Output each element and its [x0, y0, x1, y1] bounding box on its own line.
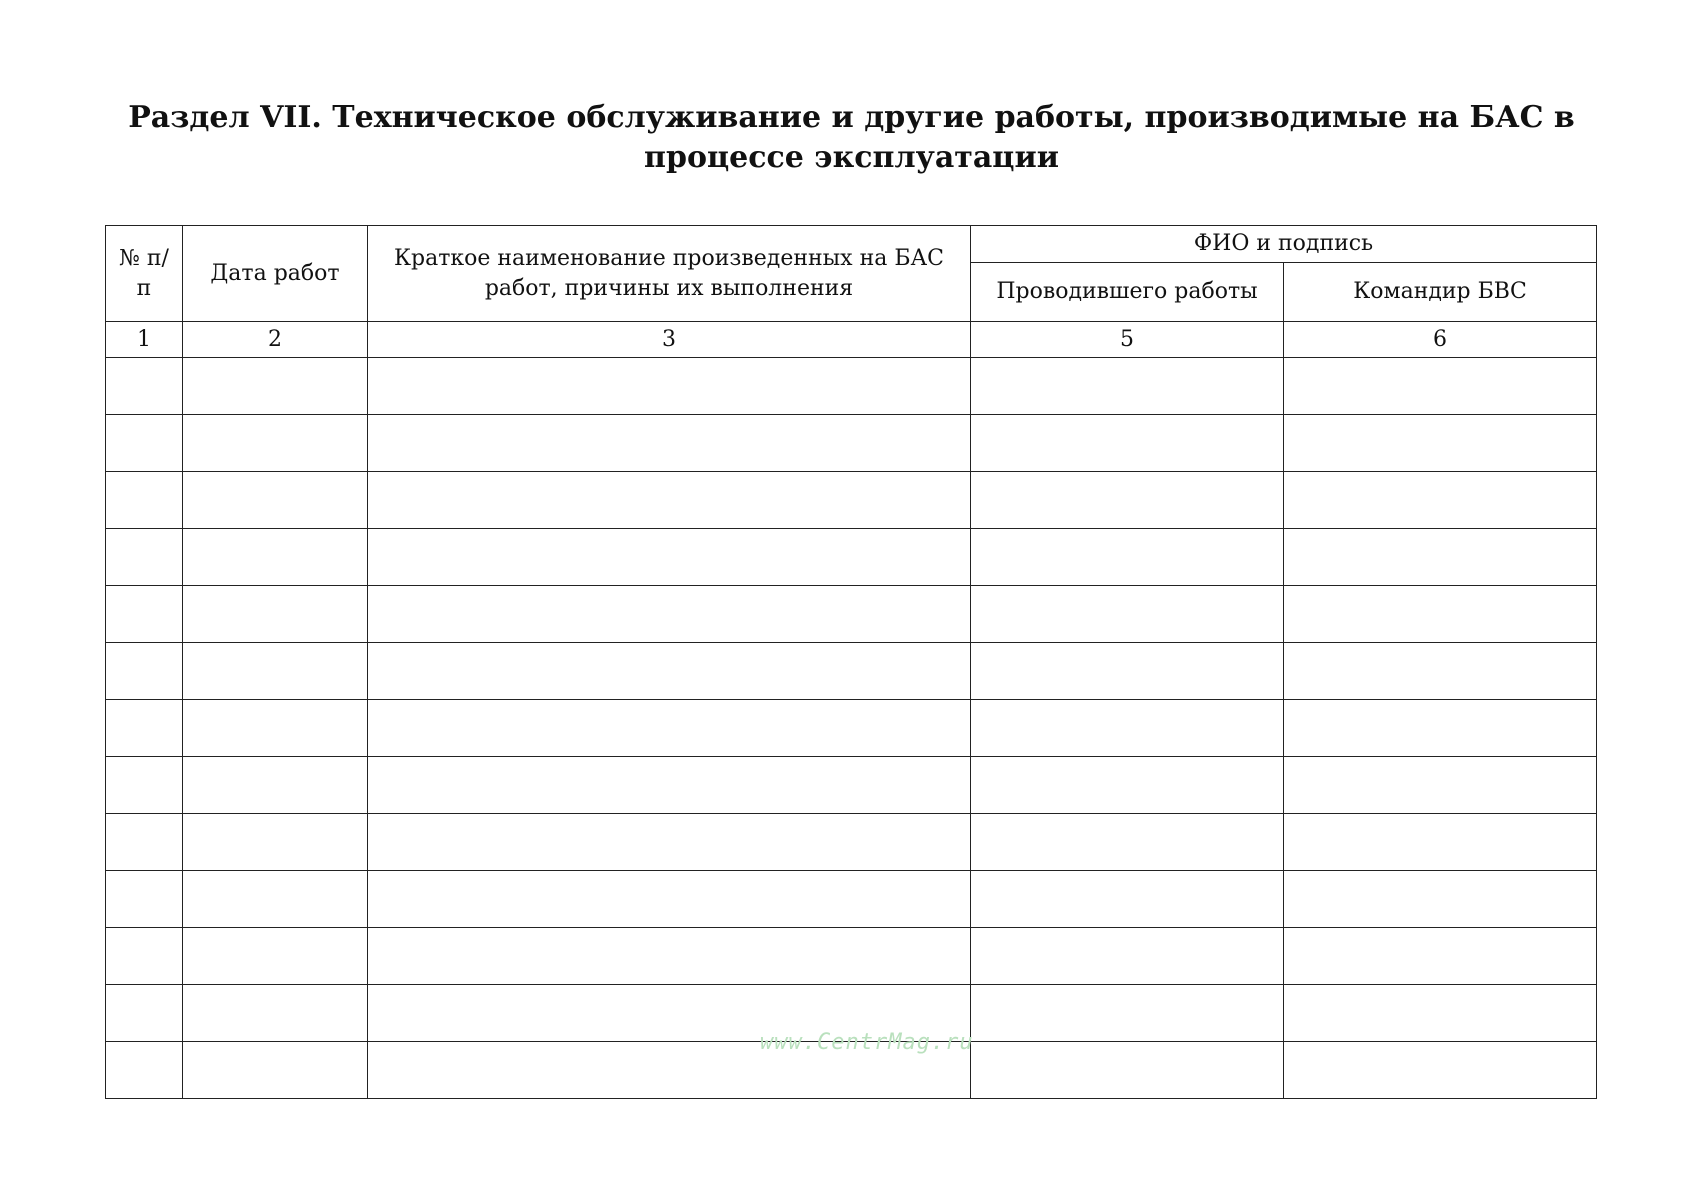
- header-description: Краткое наименование произведенных на БАС работ, причины их выполнения: [368, 226, 971, 322]
- column-number-cell: 1: [106, 322, 183, 358]
- column-number-cell: 2: [183, 322, 368, 358]
- table-body: [106, 358, 1597, 1099]
- number-cell[interactable]: [106, 643, 183, 700]
- performer-cell[interactable]: [971, 529, 1284, 586]
- description-cell[interactable]: [368, 358, 971, 415]
- performer-cell[interactable]: [971, 871, 1284, 928]
- table-header-row: [106, 226, 1597, 263]
- number-cell[interactable]: [106, 415, 183, 472]
- description-cell[interactable]: [368, 700, 971, 757]
- column-number-cell: 5: [971, 322, 1284, 358]
- page-title: [0, 98, 1703, 178]
- commander-cell[interactable]: [1284, 871, 1597, 928]
- commander-cell[interactable]: [1284, 358, 1597, 415]
- commander-cell[interactable]: [1284, 472, 1597, 529]
- header-date: Дата работ: [183, 226, 368, 322]
- performer-cell[interactable]: [971, 586, 1284, 643]
- performer-cell[interactable]: [971, 700, 1284, 757]
- header-number: № п/п: [106, 226, 183, 322]
- table-row: [106, 415, 1597, 472]
- number-cell[interactable]: [106, 1042, 183, 1099]
- table-row: [106, 928, 1597, 985]
- date-cell[interactable]: [183, 757, 368, 814]
- number-cell[interactable]: [106, 586, 183, 643]
- commander-cell[interactable]: [1284, 757, 1597, 814]
- number-cell[interactable]: [106, 928, 183, 985]
- column-number-cell: 6: [1284, 322, 1597, 358]
- table-row: [106, 814, 1597, 871]
- commander-cell[interactable]: [1284, 529, 1597, 586]
- commander-cell[interactable]: [1284, 814, 1597, 871]
- performer-cell[interactable]: [971, 472, 1284, 529]
- description-cell[interactable]: [368, 472, 971, 529]
- table-row: [106, 358, 1597, 415]
- performer-cell[interactable]: [971, 985, 1284, 1042]
- date-cell[interactable]: [183, 928, 368, 985]
- date-cell[interactable]: [183, 529, 368, 586]
- commander-cell[interactable]: [1284, 928, 1597, 985]
- commander-cell[interactable]: [1284, 643, 1597, 700]
- column-number-cell: 3: [368, 322, 971, 358]
- watermark: www.CentrMag.ru: [760, 1030, 974, 1055]
- description-cell[interactable]: [368, 757, 971, 814]
- date-cell[interactable]: [183, 1042, 368, 1099]
- date-cell[interactable]: [183, 472, 368, 529]
- description-cell[interactable]: [368, 643, 971, 700]
- page-title-line-2: процессе эксплуатации: [644, 140, 1059, 175]
- description-cell[interactable]: [368, 871, 971, 928]
- table-row: [106, 871, 1597, 928]
- header-performer: Проводившего работы: [971, 263, 1284, 322]
- performer-cell[interactable]: [971, 814, 1284, 871]
- date-cell[interactable]: [183, 985, 368, 1042]
- performer-cell[interactable]: [971, 415, 1284, 472]
- table-row: [106, 529, 1597, 586]
- description-cell[interactable]: [368, 415, 971, 472]
- header-fio-group: ФИО и подпись: [971, 226, 1597, 263]
- page-title-line-1: Раздел VII. Техническое обслуживание и другие работы, производимые на БАС в: [128, 100, 1575, 135]
- number-cell[interactable]: [106, 871, 183, 928]
- performer-cell[interactable]: [971, 643, 1284, 700]
- column-number-row: [106, 322, 1597, 358]
- commander-cell[interactable]: [1284, 985, 1597, 1042]
- description-cell[interactable]: [368, 529, 971, 586]
- number-cell[interactable]: [106, 529, 183, 586]
- number-cell[interactable]: [106, 358, 183, 415]
- description-cell[interactable]: [368, 814, 971, 871]
- date-cell[interactable]: [183, 586, 368, 643]
- description-cell[interactable]: [368, 928, 971, 985]
- performer-cell[interactable]: [971, 358, 1284, 415]
- commander-cell[interactable]: [1284, 415, 1597, 472]
- number-cell[interactable]: [106, 472, 183, 529]
- maintenance-log-table: [105, 225, 1597, 1099]
- number-cell[interactable]: [106, 814, 183, 871]
- table-row: [106, 586, 1597, 643]
- table-row: [106, 757, 1597, 814]
- date-cell[interactable]: [183, 643, 368, 700]
- date-cell[interactable]: [183, 871, 368, 928]
- commander-cell[interactable]: [1284, 1042, 1597, 1099]
- commander-cell[interactable]: [1284, 586, 1597, 643]
- table-row: [106, 700, 1597, 757]
- commander-cell[interactable]: [1284, 700, 1597, 757]
- table-row: [106, 472, 1597, 529]
- date-cell[interactable]: [183, 700, 368, 757]
- performer-cell[interactable]: [971, 928, 1284, 985]
- number-cell[interactable]: [106, 757, 183, 814]
- header-commander: Командир БВС: [1284, 263, 1597, 322]
- table-row: [106, 643, 1597, 700]
- performer-cell[interactable]: [971, 1042, 1284, 1099]
- number-cell[interactable]: [106, 700, 183, 757]
- date-cell[interactable]: [183, 814, 368, 871]
- date-cell[interactable]: [183, 415, 368, 472]
- date-cell[interactable]: [183, 358, 368, 415]
- performer-cell[interactable]: [971, 757, 1284, 814]
- description-cell[interactable]: [368, 586, 971, 643]
- number-cell[interactable]: [106, 985, 183, 1042]
